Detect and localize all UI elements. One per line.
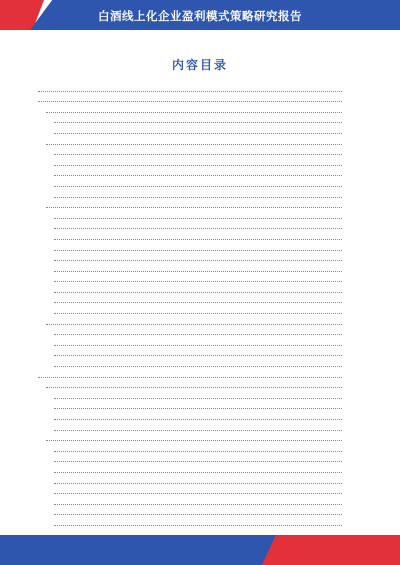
toc-leader-dots	[54, 122, 342, 123]
toc-leader-dots	[54, 175, 342, 176]
toc-leader-dots	[38, 91, 342, 92]
toc-entry[interactable]	[36, 241, 352, 252]
toc-leader-dots	[54, 186, 342, 187]
toc-leader-dots	[54, 281, 342, 282]
toc-leader-dots	[46, 440, 342, 441]
toc-leader-dots	[54, 366, 342, 367]
toc-leader-dots	[54, 472, 342, 473]
toc-entry[interactable]	[36, 252, 352, 263]
toc-heading: 内容目录	[171, 58, 228, 72]
toc-leader-dots	[54, 271, 342, 272]
toc-entry[interactable]	[36, 485, 352, 496]
toc-entry[interactable]	[36, 516, 352, 527]
toc-leader-dots	[54, 165, 342, 166]
toc-entry[interactable]	[36, 199, 352, 210]
toc-leader-dots	[38, 101, 342, 102]
toc-entry[interactable]	[36, 156, 352, 167]
toc-leader-dots	[54, 197, 342, 198]
toc-leader-dots	[54, 313, 342, 314]
toc-entry[interactable]	[36, 442, 352, 453]
toc-leader-dots	[54, 239, 342, 240]
toc-leader-dots	[54, 493, 342, 494]
toc-entry[interactable]	[36, 103, 352, 114]
toc-leader-dots	[54, 461, 342, 462]
toc-entry[interactable]	[36, 209, 352, 220]
toc-leader-dots	[54, 302, 342, 303]
toc-entry[interactable]	[36, 357, 352, 368]
toc-entry[interactable]	[36, 400, 352, 411]
toc-entry[interactable]	[36, 315, 352, 326]
toc-entry[interactable]	[36, 273, 352, 284]
toc-entry[interactable]	[36, 220, 352, 231]
toc-leader-dots	[46, 144, 342, 145]
toc-entry[interactable]	[36, 294, 352, 305]
toc-leader-dots	[54, 451, 342, 452]
toc-leader-dots	[54, 250, 342, 251]
toc-leader-dots	[54, 292, 342, 293]
toc-leader-dots	[38, 377, 342, 378]
toc-leader-dots	[46, 207, 342, 208]
toc-entry[interactable]	[36, 347, 352, 358]
toc-entry[interactable]	[36, 93, 352, 104]
report-header	[0, 0, 400, 30]
toc-leader-dots	[54, 398, 342, 399]
toc-entry[interactable]	[36, 379, 352, 390]
toc-leader-dots	[54, 355, 342, 356]
toc-leader-dots	[54, 260, 342, 261]
toc-leader-dots	[54, 504, 342, 505]
toc-entry[interactable]	[36, 326, 352, 337]
toc-entry[interactable]	[36, 463, 352, 474]
toc-leader-dots	[54, 483, 342, 484]
toc-entry[interactable]	[36, 432, 352, 443]
table-of-contents	[36, 82, 352, 527]
toc-leader-dots	[54, 228, 342, 229]
toc-leader-dots	[46, 324, 342, 325]
toc-leader-dots	[54, 419, 342, 420]
toc-entry[interactable]	[36, 188, 352, 199]
toc-entry[interactable]	[36, 421, 352, 432]
toc-entry[interactable]	[36, 495, 352, 506]
toc-leader-dots	[54, 430, 342, 431]
report-title: 白酒线上化企业盈利模式策略研究报告	[98, 9, 302, 23]
toc-entry[interactable]	[36, 177, 352, 188]
page-footer	[0, 535, 400, 565]
toc-entry[interactable]	[36, 336, 352, 347]
toc-leader-dots	[46, 112, 342, 113]
toc-entry[interactable]	[36, 146, 352, 157]
toc-entry[interactable]	[36, 283, 352, 294]
toc-entry[interactable]	[36, 167, 352, 178]
toc-entry[interactable]	[36, 506, 352, 517]
toc-entry[interactable]	[36, 474, 352, 485]
footer-red-accent	[262, 535, 400, 565]
toc-entry[interactable]	[36, 410, 352, 421]
toc-entry[interactable]	[36, 389, 352, 400]
toc-entry[interactable]	[36, 368, 352, 379]
toc-leader-dots	[46, 387, 342, 388]
toc-entry[interactable]	[36, 304, 352, 315]
toc-entry[interactable]	[36, 230, 352, 241]
toc-entry[interactable]	[36, 114, 352, 125]
toc-leader-dots	[54, 334, 342, 335]
toc-entry[interactable]	[36, 124, 352, 135]
toc-entry[interactable]	[36, 453, 352, 464]
toc-leader-dots	[54, 408, 342, 409]
toc-leader-dots	[54, 218, 342, 219]
toc-entry[interactable]	[36, 82, 352, 93]
toc-entry[interactable]	[36, 262, 352, 273]
toc-leader-dots	[54, 514, 342, 515]
toc-leader-dots	[54, 133, 342, 134]
toc-leader-dots	[54, 525, 342, 526]
toc-leader-dots	[54, 345, 342, 346]
toc-leader-dots	[54, 154, 342, 155]
toc-entry[interactable]	[36, 135, 352, 146]
